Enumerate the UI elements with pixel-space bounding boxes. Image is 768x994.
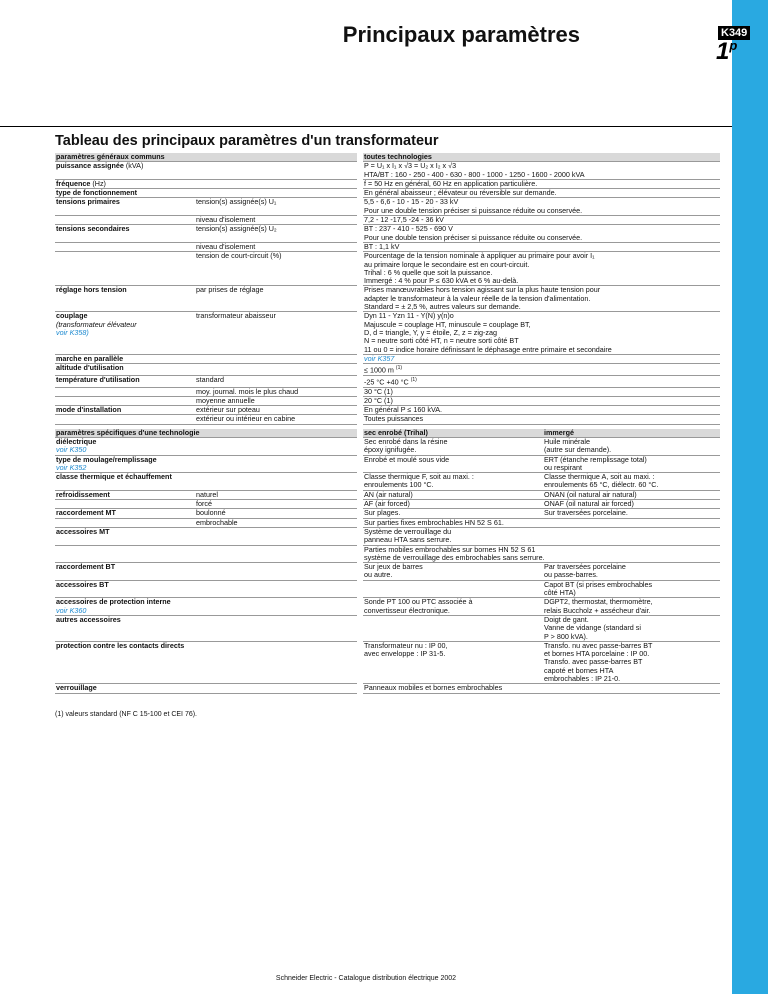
table-row: altitude d'utilisation ≤ 1000 m $^{(1)}$ [55,364,720,376]
table-row: raccordement BT Sur jeux de barres ou autre. Par traversées porcelaine ou passe-barres. [55,563,720,581]
table-row: moy. journal. mois le plus chaud 30 °C (1) [55,387,720,396]
table-row: niveau d'isolement BT : 1,1 kV [55,242,720,251]
table-row: classe thermique et échauffement Classe thermique F, soit au maxi. : enroulements 100 °C. Classe thermique A, soit au maxi. : enroulements 65 °C, diélectr. 60 °C. [55,473,720,491]
table-row: embrochable Sur parties fixes embrochables HN 52 S 61. [55,518,720,527]
page-footer: Schneider Electric - Catalogue distribution électrique 2002 [275,975,457,982]
table-row: tensions primaires tension(s) assignée(s) U₁ 5,5 - 6,6 - 10 - 15 - 20 - 33 kV Pour une double tension préciser si puissance réduite ou conservée. [55,198,720,216]
table-row: refroidissement naturel AN (air natural) ONAN (oil natural air natural) [55,490,720,499]
table-row: réglage hors tension par prises de réglage Prises manœuvrables hors tension agissant sur la plus haute tension pour adapter le transformateur à la valeur réelle de la tension d'alimentation. Standard = ± 2,5 %, autres valeurs sur demande. [55,286,720,312]
page-code: K349 [718,26,750,40]
divider [0,126,732,127]
table-row: couplage (transformateur élévateur voir K358) transformateur abaisseur Dyn 11 - Yzn 11 - Y(N) y(n)o Majuscule = couplage HT, minuscule = couplage BT, D, d = triangle, Y, y = étoile, Z, z = zig-zag N = neutre sorti côté HT, n = neutre sorti côté BT 11 ou 0 = indice horaire définissant le déphasage entre primaire et secondaire [55,312,720,354]
link-k358[interactable]: voir K358) [56,327,89,337]
table-row: niveau d'isolement 7,2 - 12 -17,5 -24 - 36 kV [55,216,720,225]
table-row: raccordement MT boulonné Sur plages. Sur traversées porcelaine. [55,509,720,518]
section-title: Tableau des principaux paramètres d'un transformateur [55,133,439,149]
page-mark: 1$^p$ [716,38,738,65]
table-row: diélectrique voir K350 Sec enrobé dans la résine époxy ignifugée. Huile minérale (autre sur demande). [55,437,720,455]
table-row: accessoires BT Capot BT (si prises embrochables côté HTA) [55,580,720,598]
table-row: extérieur ou intérieur en cabine Toutes puissances [55,415,720,424]
table-row: type de moulage/remplissage voir K352 Enrobé et moulé sous vide ERT (étanche remplissage total) ou respirant [55,455,720,473]
side-color-band [732,0,768,994]
table-row: autres accessoires Doigt de gant. Vanne de vidange (standard si P > 800 kVA). [55,615,720,641]
table-row: tensions secondaires tension(s) assignée(s) U₂ BT : 237 - 410 - 525 - 690 V Pour une double tension préciser si puissance réduite ou conservée. [55,225,720,243]
table-row: puissance assignée (kVA) P = U₁ x I₁ x √3 = U₂ x I₂ x √3 HTA/BT : 160 - 250 - 400 - 630 - 800 - 1000 - 1250 - 1600 - 2000 kVA [55,162,720,180]
link-k350[interactable]: voir K350 [56,445,87,455]
footnote: (1) valeurs standard (NF C 15-100 et CEI 76). [55,711,198,718]
table-row: fréquence (Hz) f = 50 Hz en général, 60 Hz en application particulière. [55,179,720,188]
table-row: marche en parallèle voir K357 [55,354,720,363]
table-header: paramètres généraux communs toutes technologies [55,153,720,162]
table-row: accessoires de protection interne voir K360 Sonde PT 100 ou PTC associée à convertisseur électronique. DGPT2, thermostat, thermomètre, relais Buccholz + assécheur d'air. [55,598,720,616]
page-title: Principaux paramètres [342,22,580,47]
link-k360[interactable]: voir K360 [56,605,87,615]
table-row: accessoires MT Système de verrouillage du panneau HTA sans serrure. [55,527,720,545]
table-row: protection contre les contacts directs Transformateur nu : IP 00, avec enveloppe : IP 31-5. Transfo. nu avec passe-barres BT et bornes HTA porcelaine : IP 00. Transfo. avec passe-barres BT capoté et bornes HTA embrochables : IP 21-0. [55,641,720,683]
link-k357[interactable]: voir K357 [363,354,720,363]
link-k352[interactable]: voir K352 [56,462,87,472]
table-row: température d'utilisation standard -25 °C +40 °C $^{(1)}$ [55,375,720,387]
table-row: verrouillage Panneaux mobiles et bornes embrochables [55,684,720,693]
parameters-table [55,153,720,694]
table-row: tension de court-circuit (%) Pourcentage de la tension nominale à appliquer au primaire pour avoir I₁ au primaire lorque le secondaire est en court-circuit. Trihal : 6 % quelle que soit la puissance. Immergé : 4 % pour P ≤ 630 kVA et 6 % au-delà. [55,252,720,286]
table-row: mode d'installation extérieur sur poteau En général P ≤ 160 kVA. [55,406,720,415]
table-row: Parties mobiles embrochables sur bornes HN 52 S 61 système de verrouillage des embrochables sans serrure. [55,545,720,563]
table-row: moyenne annuelle 20 °C (1) [55,396,720,405]
table-row: forcé AF (air forced) ONAF (oil natural air forced) [55,500,720,509]
table-header: paramètres spécifiques d'une technologie sec enrobé (Trihal) immergé [55,429,720,438]
table-row: type de fonctionnement En général abaisseur ; élévateur ou réversible sur demande. [55,189,720,198]
